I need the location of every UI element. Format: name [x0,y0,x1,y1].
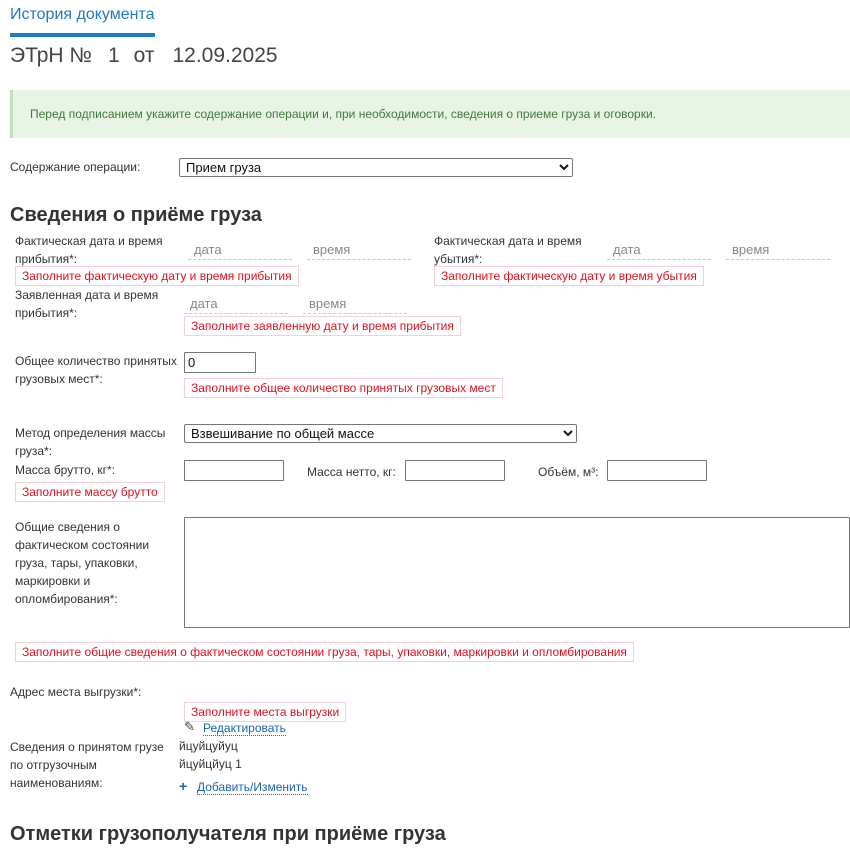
accepted-cargo-label-line2: по отгрузочным [10,758,97,772]
actual-arrival-label-line1: Фактическая дата и время [15,234,163,248]
section-title-cargo: Сведения о приёме груза [10,204,262,226]
actual-departure-time-input[interactable] [726,240,830,260]
total-places-label-line2: грузовых мест*: [15,372,103,386]
volume-label: Объём, м³: [538,465,599,479]
unloading-address-error: Заполните места выгрузки [184,702,346,722]
tab-active-indicator [10,33,155,37]
total-places-input[interactable] [184,352,256,373]
total-places-label-line1: Общее количество принятых [15,354,177,368]
accepted-cargo-label-line3: наименованиям: [10,776,103,790]
page-title [10,44,278,68]
actual-arrival-error: Заполните фактическую дату и время прибытия [15,266,299,286]
condition-label-line2: фактическом состоянии [15,538,150,552]
gross-mass-input[interactable] [184,460,284,481]
tab-document-history[interactable]: История документа [10,6,155,23]
document-from-label: от [133,44,155,67]
declared-arrival-time-input[interactable] [303,294,407,314]
declared-arrival-label-line1: Заявленная дата и время [15,288,159,302]
mass-method-label-line2: груза*: [15,444,53,458]
gross-mass-error: Заполните массу брутто [15,482,165,502]
add-change-cargo-link[interactable]: Добавить/Изменить [197,780,308,794]
accepted-cargo-label-line1: Сведения о принятом грузе [10,740,164,754]
actual-departure-error: Заполните фактическую дату и время убытия [434,266,704,286]
declared-arrival-error: Заполните заявленную дату и время прибытия [184,316,461,336]
operation-label: Содержание операции: [10,160,141,174]
edit-unloading-address-link[interactable]: Редактировать [203,721,286,735]
actual-arrival-date-input[interactable] [188,240,292,260]
total-places-label [15,352,177,388]
net-mass-label: Масса нетто, кг: [307,465,396,479]
actual-arrival-label [15,232,163,268]
unloading-address-label: Адрес места выгрузки*: [10,685,142,699]
section-title-consignee: Отметки грузополучателя при приёме груза [10,823,446,845]
total-places-error: Заполните общее количество принятых грузовых мест [184,378,503,398]
declared-arrival-label-line2: прибытия*: [15,306,78,320]
mass-method-select[interactable] [184,424,577,443]
gross-mass-label: Масса брутто, кг*: [15,463,116,477]
condition-error: Заполните общие сведения о фактическом состоянии груза, тары, упаковки, маркировки и опломбирования [15,642,634,662]
info-alert-text: Перед подписанием укажите содержание операции и, при необходимости, сведения о приеме груза и оговорки. [30,107,657,121]
operation-select[interactable] [179,158,573,177]
declared-arrival-label [15,286,158,322]
pencil-icon: ✎ [184,719,195,734]
condition-label-line5: опломбирования*: [15,592,118,606]
actual-arrival-time-input[interactable] [307,240,411,260]
actual-departure-date-input[interactable] [607,240,711,260]
actual-departure-label [434,232,582,268]
condition-label-line1: Общие сведения о [15,520,120,534]
condition-label-line4: маркировки и [15,574,91,588]
plus-icon: + [179,778,188,794]
document-number: 1 [107,44,120,67]
condition-label-line3: груза, тары, упаковки, [15,556,138,570]
document-type: ЭТрН № [10,44,92,67]
mass-method-label-line1: Метод определения массы [15,426,166,440]
accepted-cargo-label [10,738,164,792]
document-date: 12.09.2025 [172,44,278,67]
actual-departure-label-line1: Фактическая дата и время [434,234,582,248]
accepted-cargo-item: йцуйцйуц 1 [179,757,242,771]
accepted-cargo-item: йцуйцуйуц [179,739,238,753]
actual-arrival-label-line2: прибытия*: [15,252,78,266]
condition-label [15,518,149,608]
declared-arrival-date-input[interactable] [184,294,288,314]
condition-textarea[interactable] [184,517,850,628]
actual-departure-label-line2: убытия*: [434,252,483,266]
net-mass-input[interactable] [405,460,505,481]
mass-method-label [15,424,165,460]
volume-input[interactable] [607,460,707,481]
